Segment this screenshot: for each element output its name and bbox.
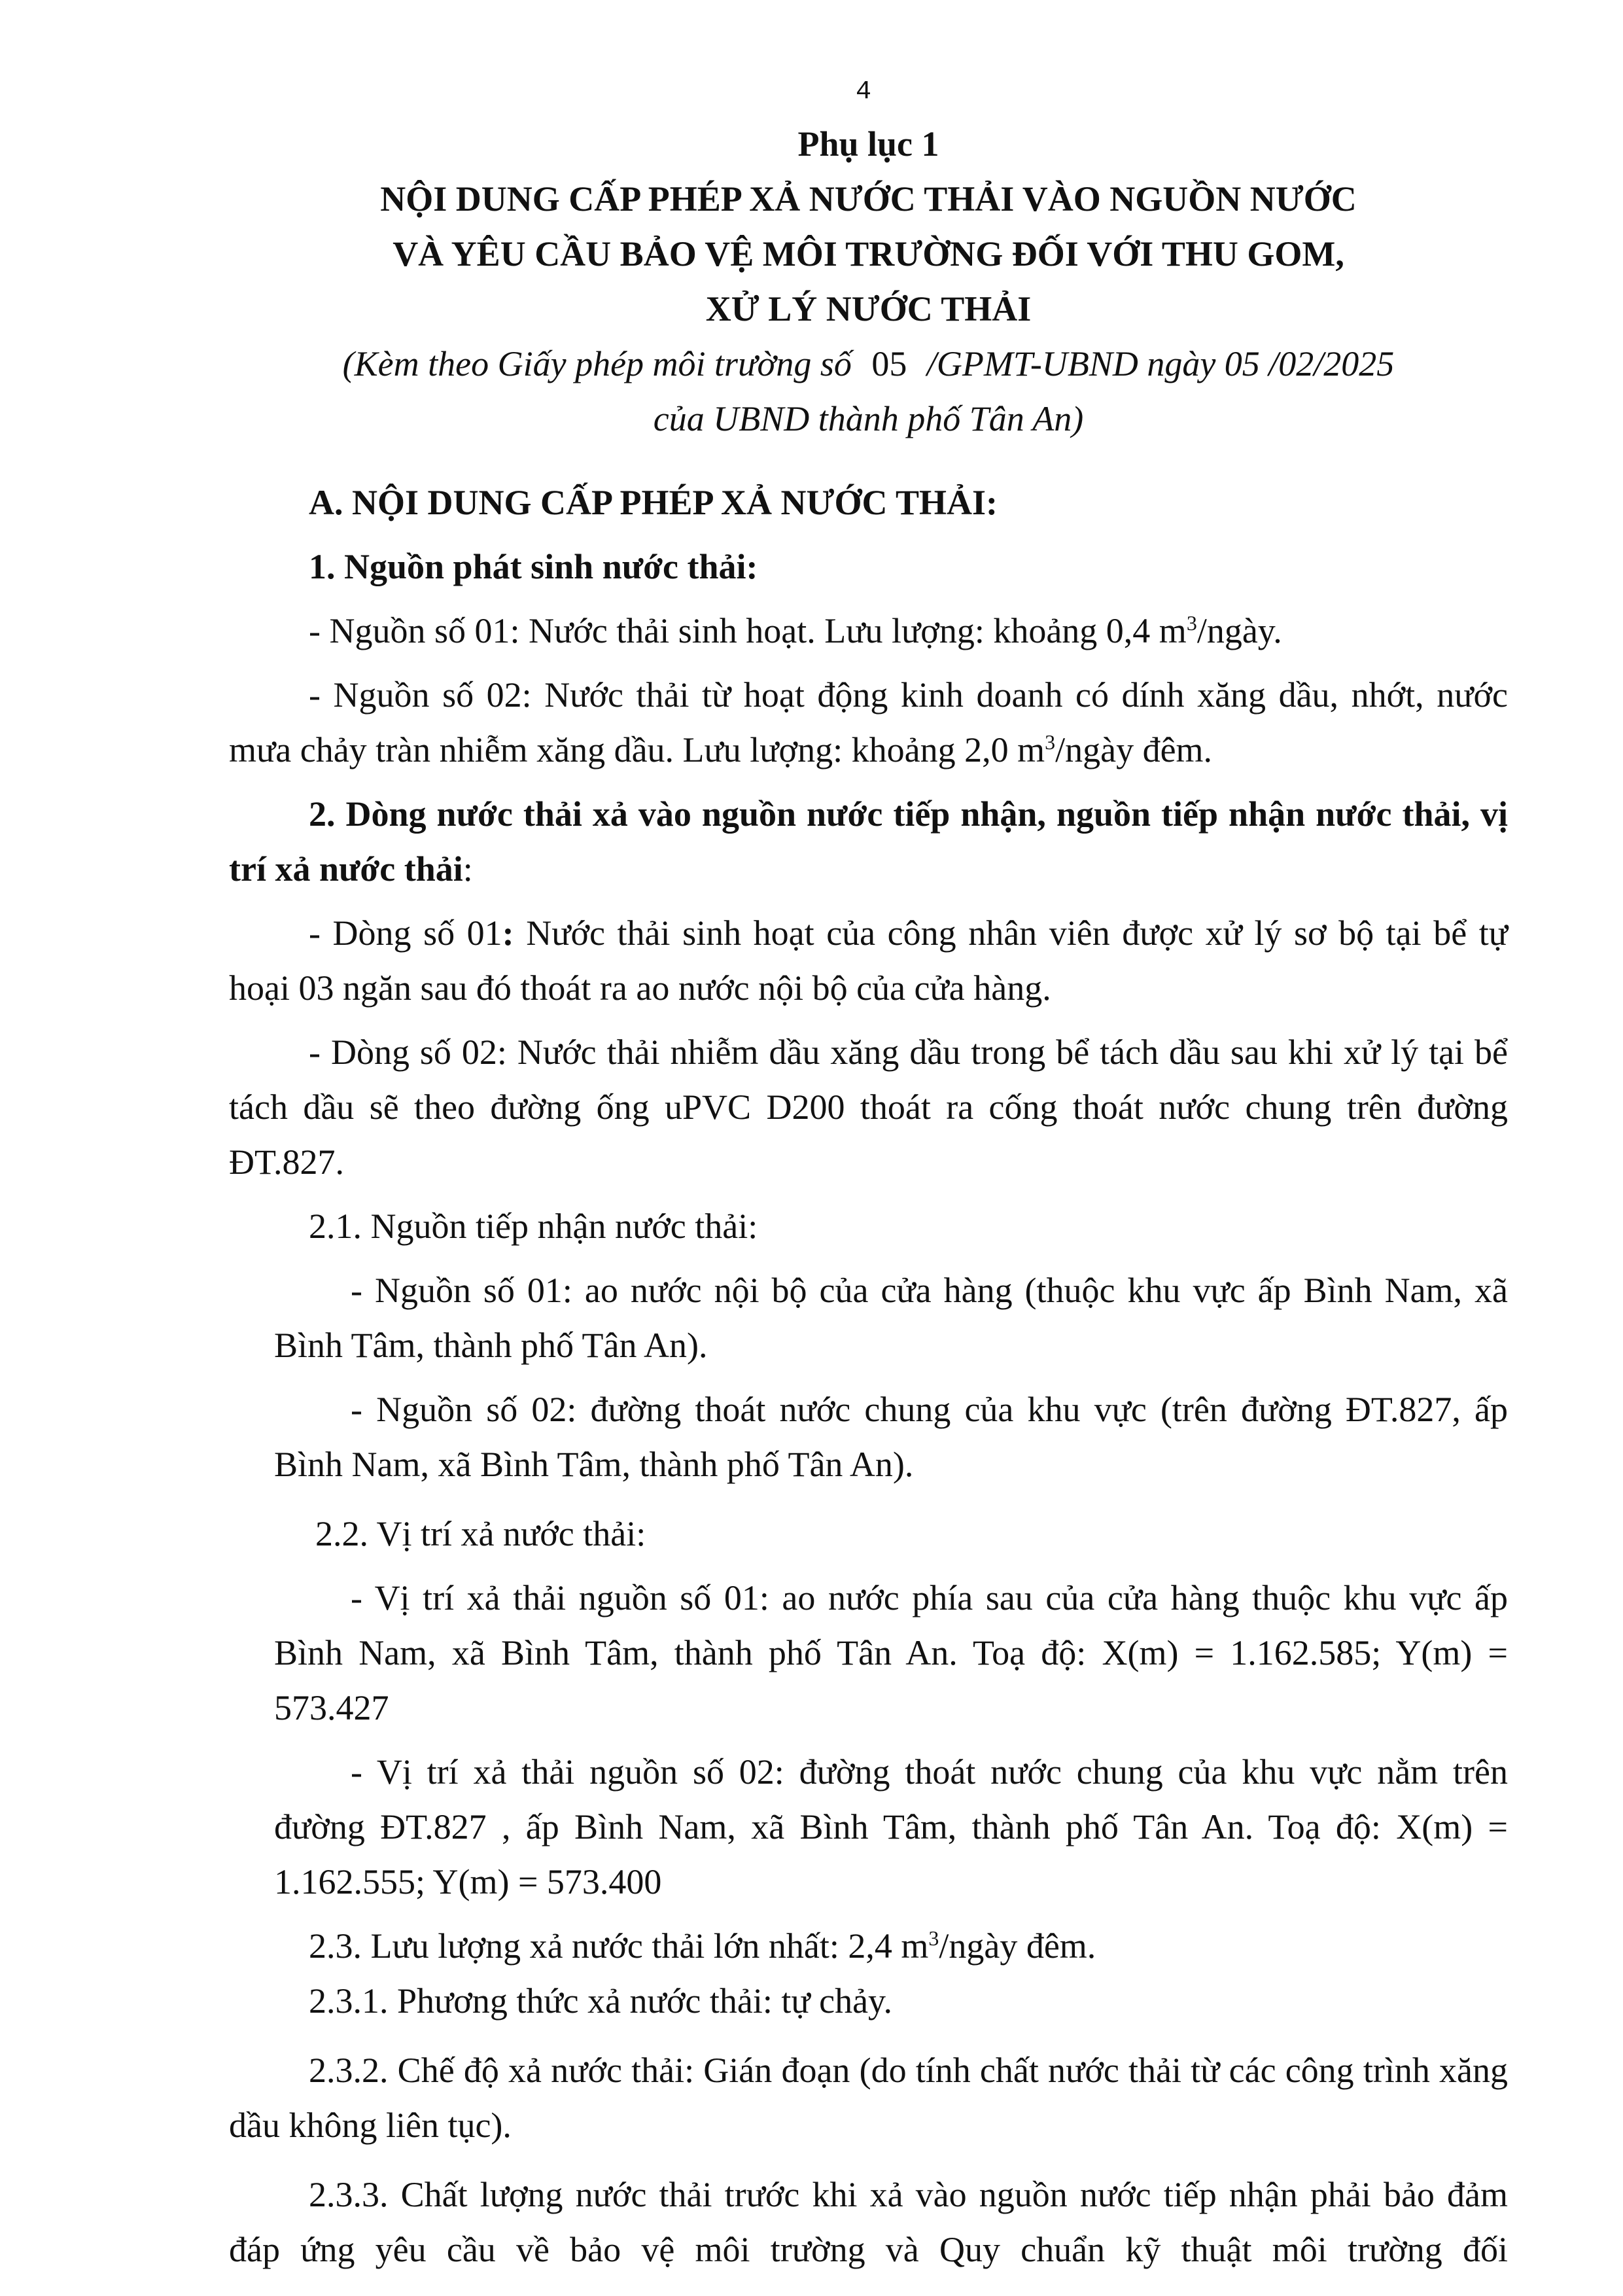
title-line-1: NỘI DUNG CẤP PHÉP XẢ NƯỚC THẢI VÀO NGUỒN NƯỚC bbox=[380, 179, 1357, 219]
title-line-3: XỬ LÝ NƯỚC THẢI bbox=[705, 289, 1032, 328]
section-2-3-3-text: 2.3.3. Chất lượng nước thải trước khi xả vào nguồn nước tiếp nhận phải bảo đảm đáp ứng yêu cầu về bảo vệ môi trường và Quy chuẩn kỹ thuật môi trường đối bbox=[229, 2175, 1508, 2269]
section-2-heading bbox=[229, 786, 1508, 896]
section-2-3-1-text: 2.3.1. Phương thức xả nước thải: tự chảy. bbox=[309, 1981, 893, 2021]
section-2-3-2-text: 2.3.2. Chế độ xả nước thải: Gián đoạn (do tính chất nước thải từ các công trình xăng dầu không liên tục). bbox=[229, 2051, 1508, 2145]
section-1-heading: 1. Nguồn phát sinh nước thải: bbox=[309, 547, 758, 586]
source-1-sup: 3 bbox=[1186, 611, 1197, 635]
flow-1-text bbox=[229, 906, 1508, 1016]
reference-line-2: của UBND thành phố Tân An) bbox=[653, 399, 1084, 438]
section-2-2-heading: 2.2. Vị trí xả nước thải: bbox=[315, 1514, 646, 1553]
reference-prefix: (Kèm theo Giấy phép môi trường số bbox=[342, 344, 852, 383]
flow-1-colon: : bbox=[502, 913, 514, 953]
source-2-text bbox=[229, 667, 1508, 777]
source-1-main: - Nguồn số 01: Nước thải sinh hoạt. Lưu lượng: khoảng 0,4 m bbox=[309, 611, 1187, 650]
max-flow-unit: /ngày đêm. bbox=[939, 1926, 1096, 1966]
source-2-sup: 3 bbox=[1045, 730, 1056, 754]
reference-line-1 bbox=[229, 336, 1508, 391]
section-2-1-heading: 2.1. Nguồn tiếp nhận nước thải: bbox=[309, 1207, 758, 1246]
appendix-label: Phụ lục 1 bbox=[797, 124, 939, 164]
source-1-text bbox=[229, 603, 1508, 658]
section-2-heading-colon: : bbox=[462, 849, 473, 889]
document-page bbox=[229, 116, 1508, 2277]
flow-1-label: - Dòng số 01 bbox=[309, 913, 502, 953]
flow-1-body: Nước thải sinh hoạt của công nhân viên được xử lý sơ bộ tại bể tự hoại 03 ngăn sau đó thoát ra ao nước nội bộ của cửa hàng. bbox=[229, 913, 1508, 1008]
discharge-position-1: - Vị trí xả thải nguồn số 01: ao nước phía sau của cửa hàng thuộc khu vực ấp Bình Nam, xã Bình Tâm, thành phố Tân An. Toạ độ: X(m) = 1.162.585; Y(m) = 573.427 bbox=[274, 1578, 1508, 1727]
section-2-3-text bbox=[229, 1918, 1508, 1973]
discharge-position-2: - Vị trí xả thải nguồn số 02: đường thoát nước chung của khu vực nằm trên đường ĐT.827 , ấp Bình Nam, xã Bình Tâm, thành phố Tân An. Toạ độ: X(m) = 1.162.555; Y(m) = 573.400 bbox=[274, 1752, 1508, 1901]
source-2-main: - Nguồn số 02: Nước thải từ hoạt động kinh doanh có dính xăng dầu, nhớt, nước mưa chảy tràn nhiễm xăng dầu. Lưu lượng: khoảng 2,0 m bbox=[229, 675, 1508, 769]
max-flow-sup: 3 bbox=[928, 1926, 939, 1950]
source-1-unit: /ngày. bbox=[1196, 611, 1282, 650]
source-2-unit: /ngày đêm. bbox=[1055, 730, 1213, 769]
flow-2-text: - Dòng số 02: Nước thải nhiễm dầu xăng dầu trong bể tách dầu sau khi xử lý tại bể tách dầu sẽ theo đường ống uPVC D200 thoát ra cống thoát nước chung trên đường ĐT.827. bbox=[229, 1033, 1508, 1182]
max-flow-main: 2.3. Lưu lượng xả nước thải lớn nhất: 2,4 m bbox=[309, 1926, 929, 1966]
permit-number: 05 bbox=[871, 344, 907, 383]
section-2-heading-text: 2. Dòng nước thải xả vào nguồn nước tiếp nhận, nguồn tiếp nhận nước thải, vị trí xả nước thải bbox=[229, 794, 1508, 889]
title-line-2: VÀ YÊU CẦU BẢO VỆ MÔI TRƯỜNG ĐỐI VỚI THU GOM, bbox=[393, 234, 1344, 274]
receiving-source-1: - Nguồn số 01: ao nước nội bộ của cửa hàng (thuộc khu vực ấp Bình Nam, xã Bình Tâm, thành phố Tân An). bbox=[274, 1271, 1508, 1365]
page-number: 4 bbox=[855, 77, 871, 107]
section-a-heading: A. NỘI DUNG CẤP PHÉP XẢ NƯỚC THẢI: bbox=[309, 483, 998, 522]
receiving-source-2: - Nguồn số 02: đường thoát nước chung của khu vực (trên đường ĐT.827, ấp Bình Nam, xã Bình Tâm, thành phố Tân An). bbox=[274, 1390, 1508, 1484]
reference-suffix: /GPMT-UBND ngày 05 /02/2025 bbox=[926, 344, 1395, 383]
